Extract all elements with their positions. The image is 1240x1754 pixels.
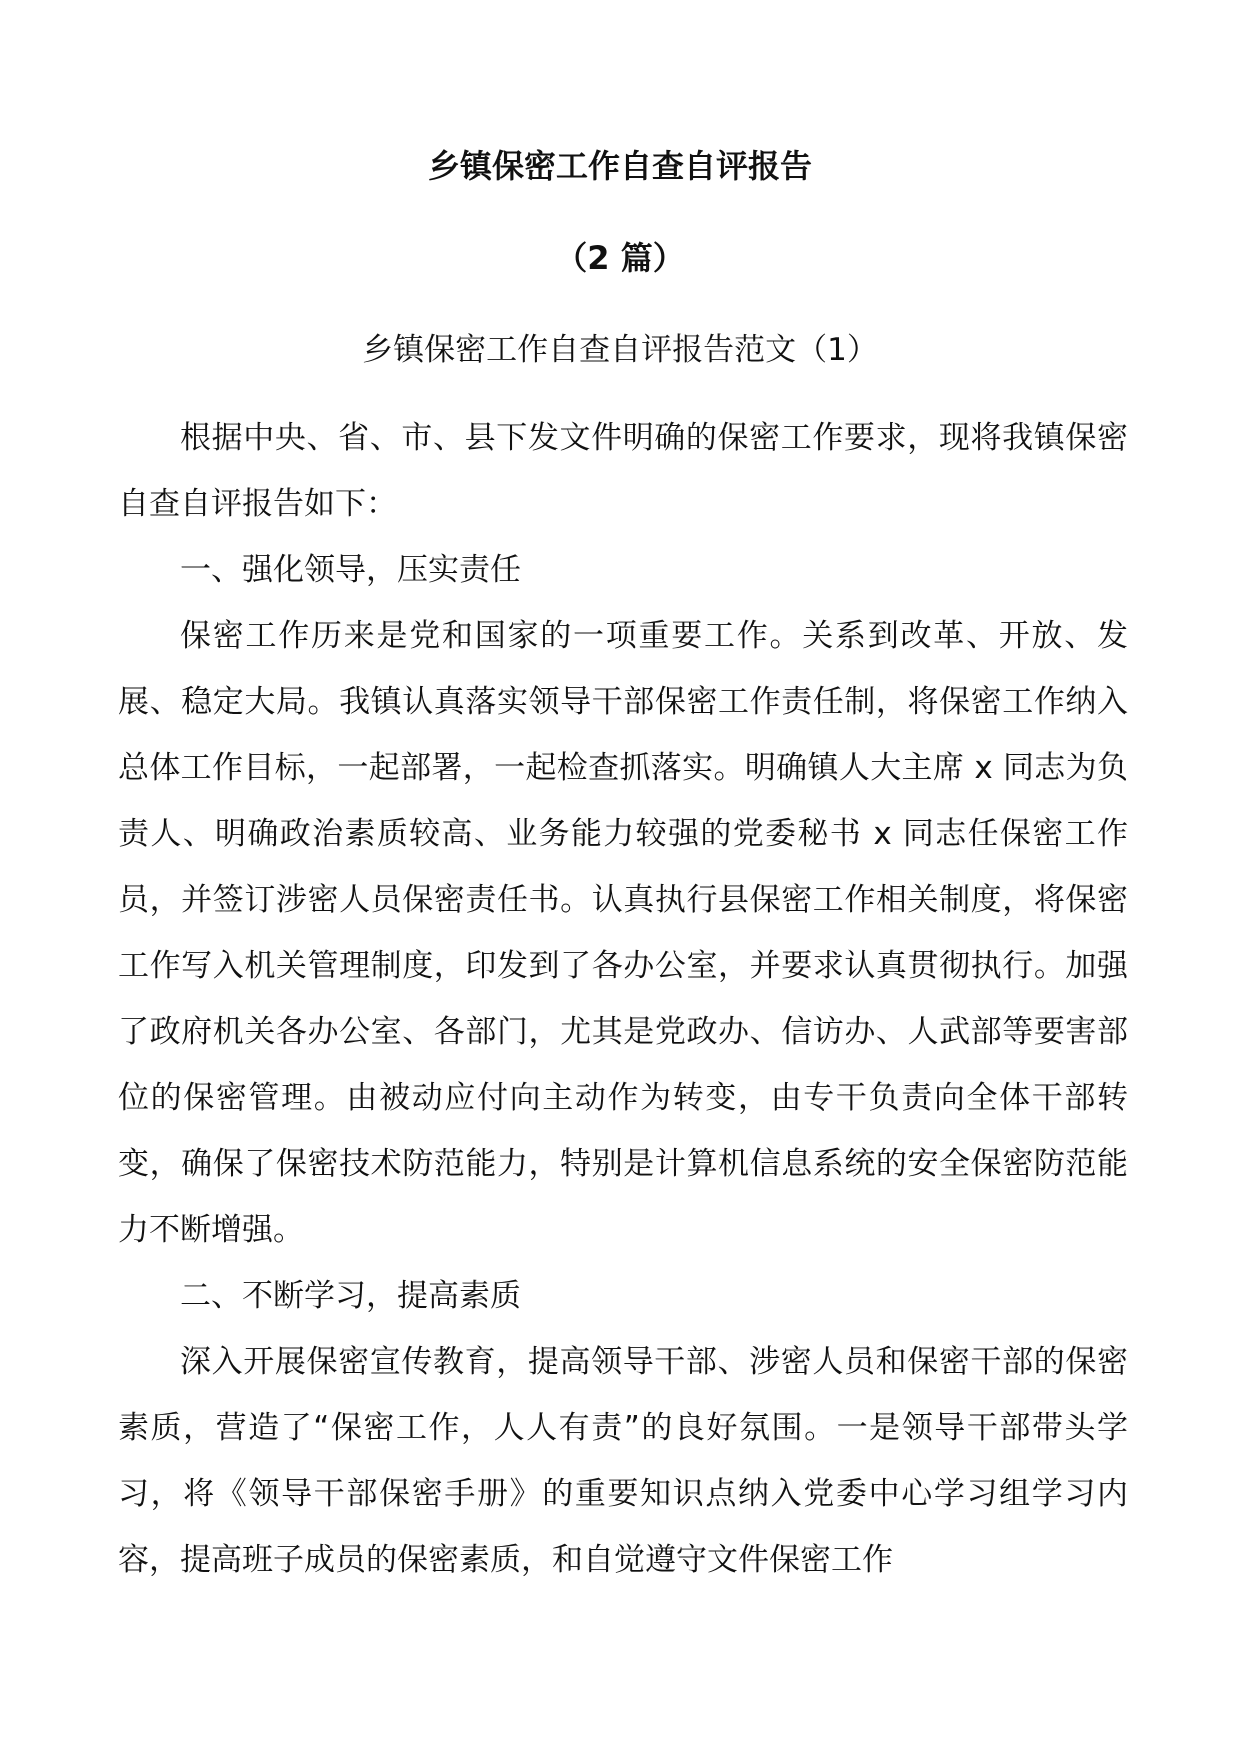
document-title-count: （2 篇） bbox=[555, 239, 685, 277]
document-body bbox=[118, 405, 1128, 1593]
document-title: 乡镇保密工作自查自评报告 bbox=[427, 147, 812, 185]
intro-paragraph: 根据中央、省、市、县下发文件明确的保密工作要求，现将我镇保密自查自评报告如下： bbox=[118, 420, 1128, 522]
section-heading-1: 一、强化领导，压实责任 bbox=[180, 552, 521, 588]
body-paragraph: 保密工作历来是党和国家的一项重要工作。关系到改革、开放、发展、稳定大局。我镇认真落实领导干部保密工作责任制，将保密工作纳入总体工作目标，一起部署，一起检查抓落实。明确镇人大主席 x 同志为负责人、明确政治素质较高、业务能力较强的党委秘书 x 同志任保密工作员，并签订涉密人员保密责任书。认真执行县保密工作相关制度，将保密工作写入机关管理制度，印发到了各办公室，并要求认真贯彻执行。加强了政府机关各办公室、各部门，尤其是党政办、信访办、人武部等要害部位的保密管理。由被动应付向主动作为转变，由专干负责向全体干部转变，确保了保密技术防范能力，特别是计算机信息系统的安全保密防范能力不断增强。 bbox=[118, 618, 1128, 1248]
section-heading-2: 二、不断学习，提高素质 bbox=[180, 1278, 521, 1314]
document-subtitle: 乡镇保密工作自查自评报告范文（1） bbox=[362, 332, 878, 368]
body-paragraph: 深入开展保密宣传教育，提高领导干部、涉密人员和保密干部的保密素质，营造了“保密工作，人人有责”的良好氛围。一是领导干部带头学习，将《领导干部保密手册》的重要知识点纳入党委中心学习组学习内容，提高班子成员的保密素质，和自觉遵守文件保密工作 bbox=[118, 1344, 1128, 1578]
